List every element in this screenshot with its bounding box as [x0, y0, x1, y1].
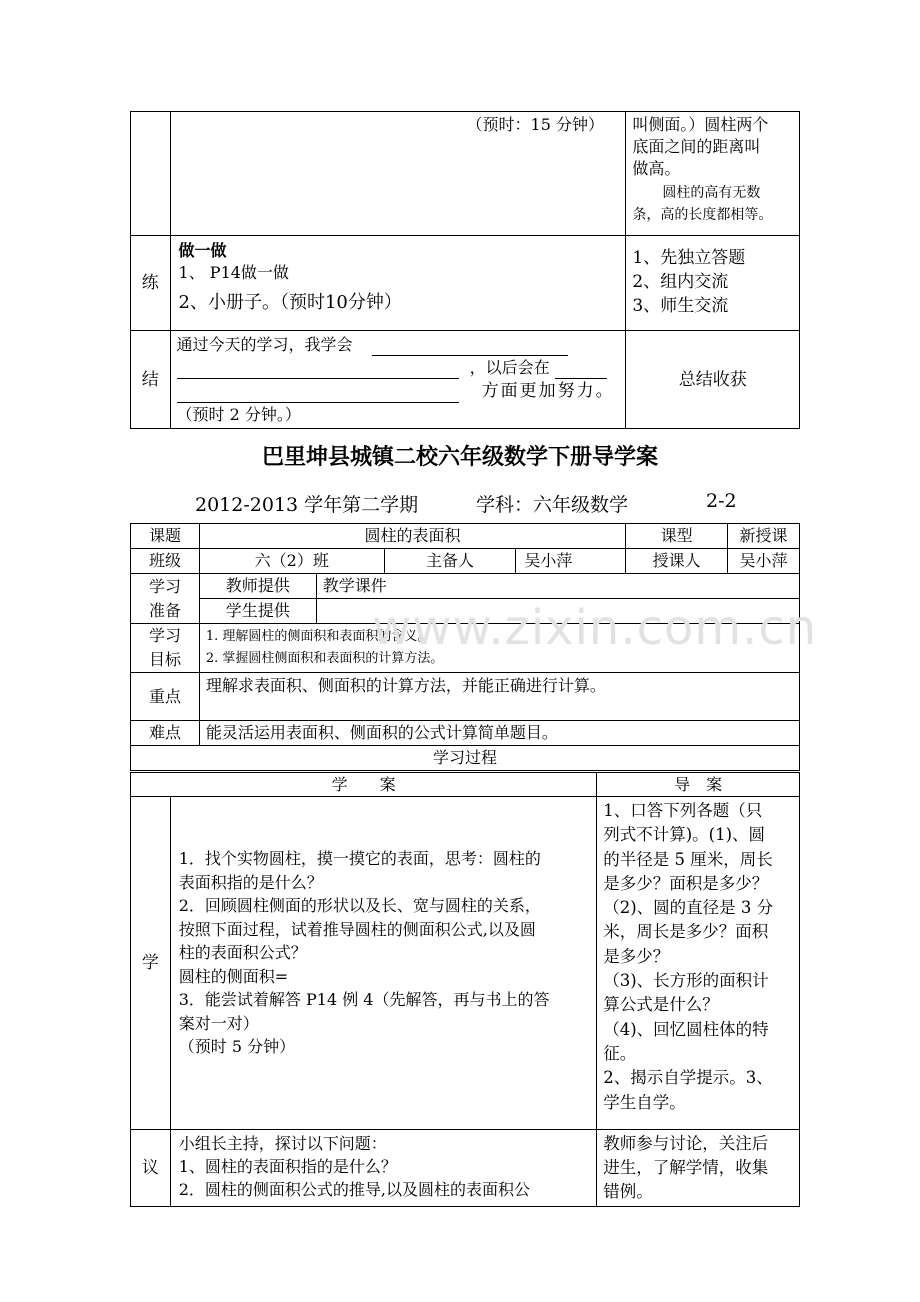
class-label: 班级 [131, 549, 200, 574]
study-line: 2．回顾圆柱侧面的形状以及长、宽与圆柱的关系， [178, 896, 541, 915]
study-line: 3．能尝试着解答 P14 例 4（先解答，再与书上的答 [178, 990, 550, 1009]
subject: 学科：六年级数学 [476, 494, 629, 516]
study-line: 案对一对） [178, 1013, 259, 1033]
note-line: 叫侧面。）圆柱两个 [632, 115, 769, 134]
guide-line: 是多少？ [603, 946, 670, 966]
blank-line [177, 385, 459, 403]
guide-line: 列式不计算)。(1)、圆 [603, 825, 766, 845]
school-term: 2012-2013 学年第二学期 [195, 494, 419, 516]
process-table [130, 772, 800, 1207]
discuss-guide-line: 错例。 [603, 1182, 653, 1201]
summary-cell [170, 331, 626, 429]
practice-item-1: 1、 P14做一做 [178, 263, 289, 282]
discuss-line: 1、圆柱的表面积指的是什么？ [178, 1157, 397, 1176]
prep-value: 吴小萍 [516, 549, 626, 574]
practice-title: 做一做 [178, 241, 227, 260]
practice-label: 练 [131, 236, 171, 331]
prep-label: 主备人 [384, 549, 516, 574]
practice-step: 3、师生交流 [632, 296, 729, 316]
guide-line: 2、揭示自学提示。3、 [603, 1068, 773, 1088]
practice-step: 1、先独立答题 [632, 248, 746, 268]
guide-line: 征。 [603, 1043, 637, 1063]
summary-right: 总结收获 [626, 331, 800, 429]
guide-line: 学生自学。 [603, 1092, 686, 1112]
preview-time: （预时：15 分钟） [466, 115, 604, 134]
summary-line-3: 方面更加努力。 [177, 379, 620, 403]
goals-label: 学习 目标 [131, 624, 200, 673]
teacher-value: 吴小萍 [728, 549, 800, 574]
guide-line: 算公式是什么？ [603, 995, 719, 1015]
discuss-line: 2．圆柱的侧面积公式的推导,以及圆柱的表面积公 [178, 1180, 531, 1199]
cylinder-note-cell [626, 112, 800, 236]
discuss-line: 小组长主持，探讨以下问题： [178, 1134, 387, 1153]
class-value: 六（2）班 [199, 549, 384, 574]
note-line: 底面之间的距离叫 [632, 137, 761, 156]
note-line: 做高。 [632, 159, 681, 178]
study-line: （预时 5 分钟） [178, 1037, 296, 1056]
lesson-code: 2-2 [706, 490, 737, 512]
teacher-provide-label: 教师提供 [199, 574, 316, 599]
teacher-label: 授课人 [626, 549, 728, 574]
practice-cell [170, 236, 626, 331]
discuss-cell [170, 1130, 597, 1207]
guide-line: 的半径是 5 厘米，周长 [603, 849, 773, 869]
study-line: 按照下面过程，试着推导圆柱的侧面积公式,以及圆 [178, 919, 536, 939]
practice-step: 2、组内交流 [632, 272, 729, 292]
top-table [130, 111, 800, 429]
student-provide-label: 学生提供 [199, 599, 316, 624]
blank-line [177, 361, 459, 379]
guide-column-header: 导 案 [597, 773, 800, 797]
study-line: 表面积指的是什么？ [178, 872, 323, 892]
plan-column-header: 学 案 [131, 773, 597, 797]
guide-line: （3)、长方形的面积计 [603, 971, 769, 991]
document-title: 巴里坤县城镇二校六年级数学下册导学案 [261, 444, 658, 470]
goal-item: 2. 掌握圆柱侧面积和表面积的计算方法。 [205, 651, 444, 666]
guide-line: 1、口答下列各题（只 [603, 801, 763, 820]
discuss-guide-cell [597, 1130, 800, 1207]
prepare-label: 学习 准备 [131, 574, 200, 624]
key-label: 重点 [131, 673, 200, 721]
summary-line-2: ，以后会在 [177, 356, 620, 379]
key-value: 理解求表面积、侧面积的计算方法，并能正确进行计算。 [199, 673, 799, 721]
topic-value: 圆柱的表面积 [199, 524, 625, 549]
study-line: 柱的表面积公式？ [178, 943, 307, 962]
summary-label: 结 [131, 331, 171, 429]
difficulty-label: 难点 [131, 721, 200, 746]
goal-item: 1. 理解圆柱的侧面积和表面积的含义。 [205, 629, 431, 644]
study-line: 1．找个实物圆柱，摸一摸它的表面，思考：圆柱的 [178, 849, 541, 868]
topic-label: 课题 [131, 524, 200, 549]
difficulty-value: 能灵活运用表面积、侧面积的公式计算简单题目。 [199, 721, 799, 746]
study-line: 圆柱的侧面积= [178, 966, 289, 986]
blank-line [555, 361, 607, 379]
process-header: 学习过程 [131, 746, 800, 771]
type-value: 新授课 [728, 524, 800, 549]
preview-time-cell [170, 112, 626, 236]
summary-line-1: 通过今天的学习，我学会 [177, 333, 620, 356]
guide-line: 是多少？面积是多少？ [603, 873, 769, 893]
self-study-cell [170, 797, 597, 1130]
discuss-guide-line: 教师参与讨论，关注后 [603, 1134, 769, 1153]
practice-item-2: 2、小册子。（预时10分钟） [178, 292, 402, 313]
self-study-label: 学 [131, 797, 171, 1130]
teacher-provide-value: 教学课件 [316, 574, 799, 599]
blank-line [372, 338, 568, 356]
guide-line: 米，周长是多少？面积 [603, 922, 769, 942]
watermark-text: www.zixin.com.cn [372, 600, 818, 656]
guide-line: （4)、回忆圆柱体的特 [603, 1019, 769, 1039]
row-label-empty [131, 112, 171, 236]
practice-steps-cell [626, 236, 800, 331]
guide-line: （2)、圆的直径是 3 分 [603, 898, 774, 918]
note-line: 条，高的长度都相等。 [632, 207, 773, 223]
discuss-label: 议 [131, 1130, 171, 1207]
note-line: 圆柱的高有无数 [662, 185, 761, 201]
summary-time: （预时 2 分钟。） [176, 405, 301, 424]
guide-cell [597, 797, 800, 1130]
discuss-guide-line: 进生，了解学情，收集 [603, 1158, 769, 1177]
type-label: 课型 [626, 524, 728, 549]
